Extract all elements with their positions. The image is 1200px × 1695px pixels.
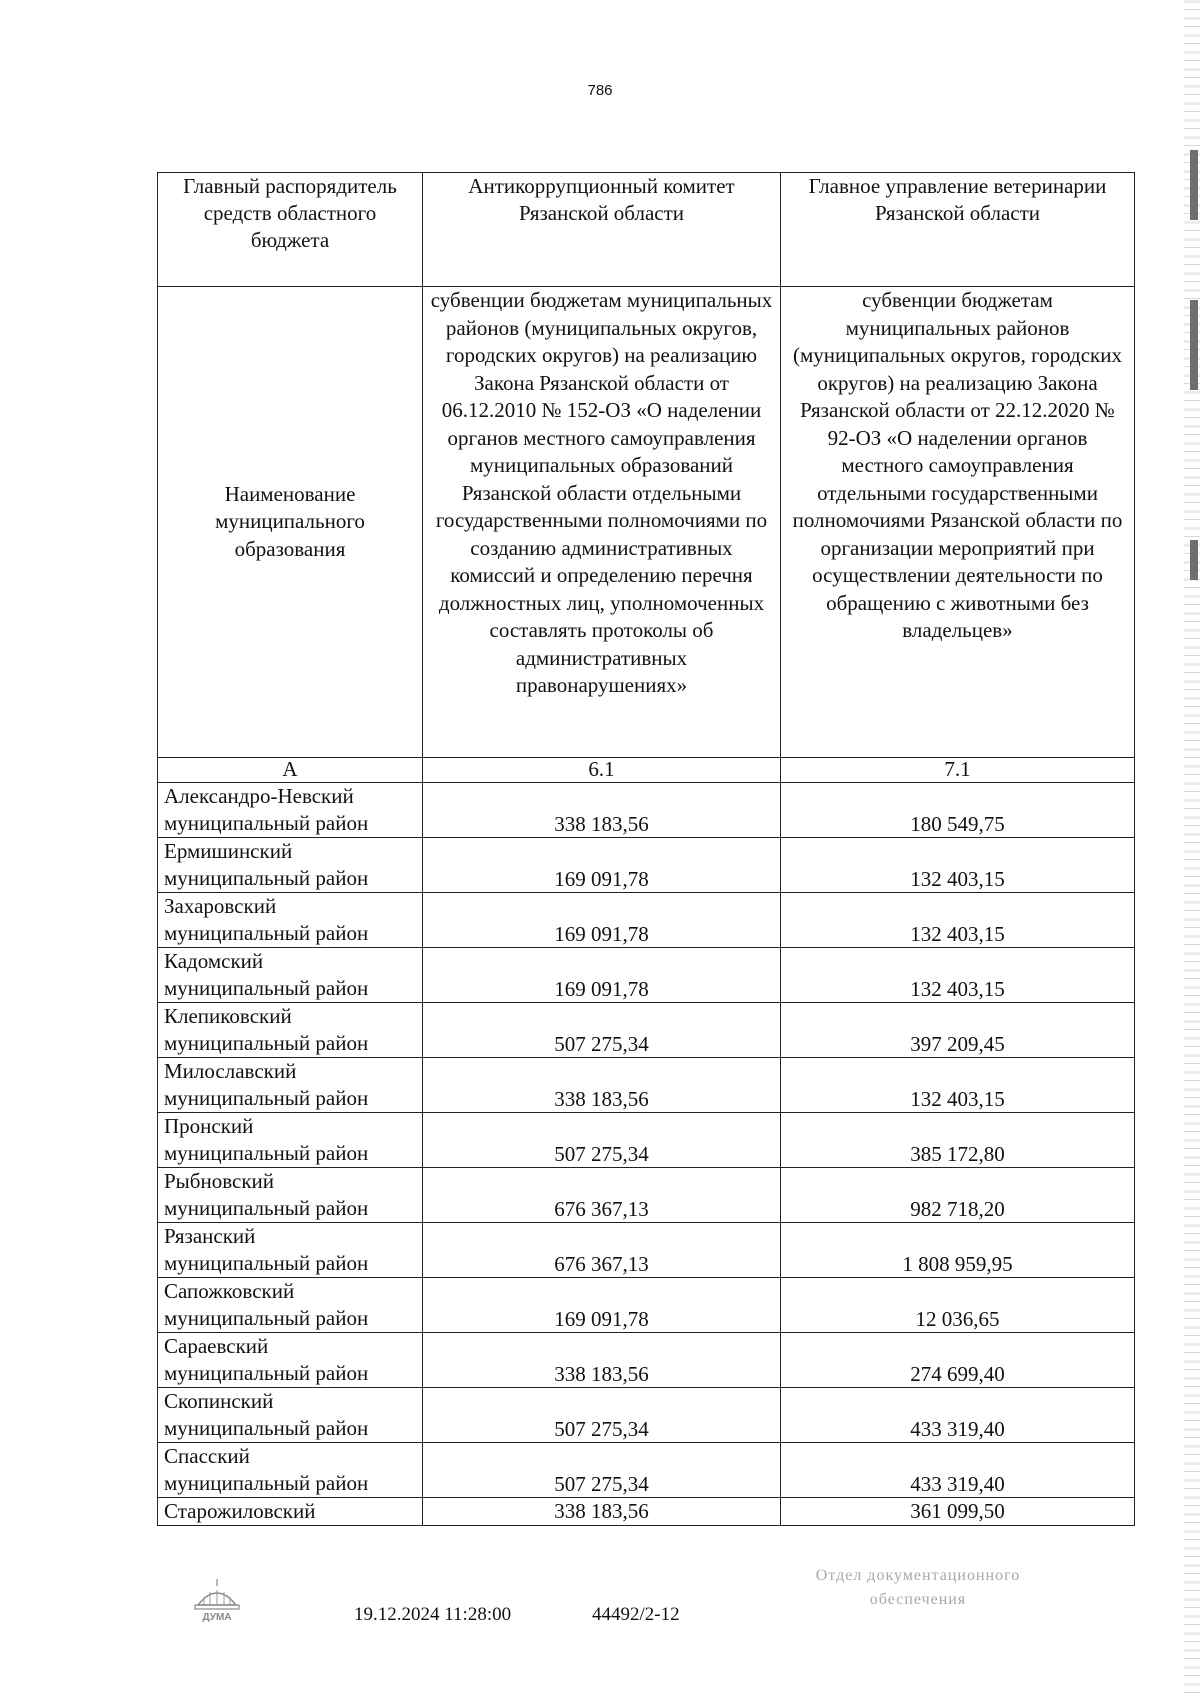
- value-7-1: 132 403,15: [781, 893, 1135, 948]
- value-7-1: 132 403,15: [781, 1058, 1135, 1113]
- value-6-1: 676 367,13: [423, 1168, 781, 1223]
- description-col1-cell: субвенции бюджетам муниципальных районов (муниципальных округов, городских округов) на реализацию Закона Рязанской области от 06.12.2010 № 152-ОЗ «О наделении органов местного самоуправления муниципальных образований Рязанской области отдельными государственными полномочиями по созданию административных комиссий и определению перечня должностных лиц, уполномоченных составлять протоколы об административных правонарушениях»: [423, 287, 781, 758]
- value-7-1: 12 036,65: [781, 1278, 1135, 1333]
- scan-edge-strip: [1184, 0, 1200, 1695]
- code-cell-6-1: 6.1: [423, 758, 781, 783]
- value-6-1: 169 091,78: [423, 838, 781, 893]
- page-number: 786: [587, 82, 613, 99]
- duma-logo-icon: [190, 1575, 244, 1623]
- table-row: [158, 1498, 1135, 1526]
- value-7-1: 132 403,15: [781, 948, 1135, 1003]
- table-row: [158, 1058, 1135, 1113]
- municipality-name: Рязанский муниципальный район: [158, 1223, 423, 1278]
- table-row: [158, 783, 1135, 838]
- table-row: [158, 838, 1135, 893]
- municipality-name: Скопинский муниципальный район: [158, 1388, 423, 1443]
- value-6-1: 507 275,34: [423, 1003, 781, 1058]
- table-row: [158, 1278, 1135, 1333]
- description-row: [158, 287, 1135, 758]
- budget-table: [157, 172, 1135, 1526]
- municipality-name: Сараевский муниципальный район: [158, 1333, 423, 1388]
- value-6-1: 169 091,78: [423, 948, 781, 1003]
- value-6-1: 676 367,13: [423, 1223, 781, 1278]
- header-row: [158, 173, 1135, 287]
- value-6-1: 507 275,34: [423, 1113, 781, 1168]
- municipality-name: Старожиловский: [158, 1498, 423, 1526]
- value-7-1: 982 718,20: [781, 1168, 1135, 1223]
- municipality-name: Спасский муниципальный район: [158, 1443, 423, 1498]
- table-row: [158, 1113, 1135, 1168]
- municipality-name: Милославский муниципальный район: [158, 1058, 423, 1113]
- table-row: [158, 1223, 1135, 1278]
- value-6-1: 169 091,78: [423, 893, 781, 948]
- svg-text:ДУМА: ДУМА: [202, 1612, 232, 1623]
- value-7-1: 180 549,75: [781, 783, 1135, 838]
- header-label-cell: Главный распорядитель средств областного бюджета: [158, 173, 423, 287]
- table-row: [158, 1443, 1135, 1498]
- municipality-name: Ермишинский муниципальный район: [158, 838, 423, 893]
- value-7-1: 385 172,80: [781, 1113, 1135, 1168]
- value-7-1: 361 099,50: [781, 1498, 1135, 1526]
- value-6-1: 507 275,34: [423, 1388, 781, 1443]
- value-7-1: 132 403,15: [781, 838, 1135, 893]
- value-6-1: 338 183,56: [423, 1498, 781, 1526]
- stamp-line-1: Отдел документационного: [815, 1567, 1021, 1584]
- municipality-name: Сапожковский муниципальный район: [158, 1278, 423, 1333]
- value-7-1: 433 319,40: [781, 1388, 1135, 1443]
- value-7-1: 1 808 959,95: [781, 1223, 1135, 1278]
- value-6-1: 507 275,34: [423, 1443, 781, 1498]
- value-7-1: 433 319,40: [781, 1443, 1135, 1498]
- table-row: [158, 1003, 1135, 1058]
- value-6-1: 338 183,56: [423, 783, 781, 838]
- value-6-1: 338 183,56: [423, 1333, 781, 1388]
- table-row: [158, 893, 1135, 948]
- table-row: [158, 1333, 1135, 1388]
- value-7-1: 397 209,45: [781, 1003, 1135, 1058]
- value-7-1: 274 699,40: [781, 1333, 1135, 1388]
- value-6-1: 338 183,56: [423, 1058, 781, 1113]
- column-code-row: [158, 758, 1135, 783]
- table-row: [158, 1168, 1135, 1223]
- municipality-name: Кадомский муниципальный район: [158, 948, 423, 1003]
- description-col2-cell: субвенции бюджетам муниципальных районов (муниципальных округов, городских округов) на реализацию Закона Рязанской области от 22.12.2020 № 92-ОЗ «О наделении органов местного самоуправления отдельными государственными полномочиями Рязанской области по организации мероприятий при осуществлении деятельности по обращению с животными без владельцев»: [781, 287, 1135, 758]
- table-row: [158, 948, 1135, 1003]
- value-6-1: 169 091,78: [423, 1278, 781, 1333]
- municipality-name: Рыбновский муниципальный район: [158, 1168, 423, 1223]
- department-stamp: [778, 1564, 1058, 1612]
- code-cell-a: А: [158, 758, 423, 783]
- code-cell-7-1: 7.1: [781, 758, 1135, 783]
- description-label-cell: Наименование муниципального образования: [158, 287, 423, 758]
- municipality-name: Клепиковский муниципальный район: [158, 1003, 423, 1058]
- footer-doc-code: 44492/2-12: [592, 1604, 680, 1625]
- stamp-line-2: обеспечения: [869, 1591, 967, 1608]
- municipality-name: Захаровский муниципальный район: [158, 893, 423, 948]
- header-col1-cell: Антикоррупционный комитет Рязанской области: [423, 173, 781, 287]
- municipality-name: Александро-Невский муниципальный район: [158, 783, 423, 838]
- header-col2-cell: Главное управление ветеринарии Рязанской области: [781, 173, 1135, 287]
- footer-datetime: 19.12.2024 11:28:00: [354, 1604, 512, 1625]
- table-row: [158, 1388, 1135, 1443]
- municipality-name: Пронский муниципальный район: [158, 1113, 423, 1168]
